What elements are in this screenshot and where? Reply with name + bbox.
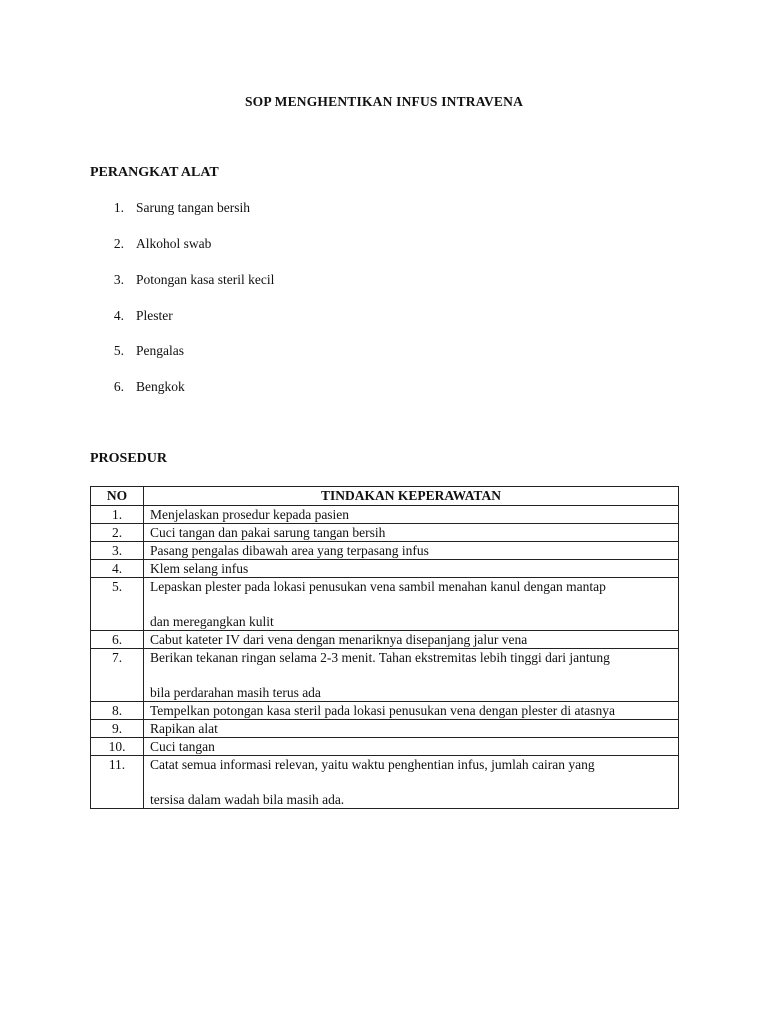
step-number: 11. — [91, 756, 144, 809]
step-action — [144, 649, 679, 702]
step-number: 1. — [91, 506, 144, 524]
step-text: Tempelkan potongan kasa steril pada lokasi penusukan vena dengan plester di atasnya — [150, 703, 616, 718]
step-number: 7. — [91, 649, 144, 702]
step-action — [144, 542, 679, 560]
step-number: 6. — [91, 631, 144, 649]
step-action — [144, 756, 679, 809]
step-action — [144, 560, 679, 578]
table-row — [91, 506, 679, 524]
step-number: 5. — [91, 578, 144, 631]
step-text: Lepaskan plester pada lokasi penusukan vena sambil menahan kanul dengan mantap — [150, 579, 606, 594]
step-action — [144, 506, 679, 524]
list-item-text: Alkohol swab — [136, 236, 212, 251]
step-action — [144, 702, 679, 720]
step-text-continued: dan meregangkan kulit — [150, 614, 274, 629]
step-action — [144, 578, 679, 631]
step-text: Berikan tekanan ringan selama 2-3 menit. Tahan ekstremitas lebih tinggi dari jantung — [150, 650, 610, 665]
list-item-text: Potongan kasa steril kecil — [136, 272, 275, 287]
list-item-number: 3. — [113, 272, 124, 287]
table-header-row — [91, 487, 679, 506]
step-action — [144, 631, 679, 649]
list-item-number: 1. — [113, 200, 124, 215]
step-text: Cuci tangan — [150, 739, 215, 754]
step-action — [144, 524, 679, 542]
step-text-continued: bila perdarahan masih terus ada — [150, 685, 321, 700]
list-item-number: 4. — [113, 308, 124, 323]
table-row — [91, 542, 679, 560]
list-item-text: Bengkok — [136, 379, 185, 394]
list-item-number: 2. — [113, 236, 124, 251]
step-text: Cabut kateter IV dari vena dengan menariknya disepanjang jalur vena — [150, 632, 528, 647]
step-text: Menjelaskan prosedur kepada pasien — [150, 507, 350, 522]
step-number: 9. — [91, 720, 144, 738]
table-row — [91, 649, 679, 702]
table-row — [91, 631, 679, 649]
table-row — [91, 756, 679, 809]
step-action — [144, 738, 679, 756]
page-title: SOP MENGHENTIKAN INFUS INTRAVENA — [244, 94, 524, 109]
step-text: Catat semua informasi relevan, yaitu waktu penghentian infus, jumlah cairan yang — [150, 757, 595, 772]
table-row — [91, 524, 679, 542]
step-action — [144, 720, 679, 738]
list-item-number: 5. — [113, 343, 124, 358]
list-item-text: Pengalas — [136, 343, 184, 358]
step-text: Klem selang infus — [150, 561, 249, 576]
table-row — [91, 720, 679, 738]
column-header-no: NO — [91, 487, 144, 506]
step-text: Cuci tangan dan pakai sarung tangan bersih — [150, 525, 386, 540]
step-number: 2. — [91, 524, 144, 542]
list-item-text: Plester — [136, 308, 173, 323]
table-row — [91, 738, 679, 756]
table-row — [91, 578, 679, 631]
step-text: Rapikan alat — [150, 721, 218, 736]
step-number: 10. — [91, 738, 144, 756]
procedure-heading: PROSEDUR — [90, 451, 168, 466]
list-item-number: 6. — [113, 379, 124, 394]
step-number: 8. — [91, 702, 144, 720]
step-text: Pasang pengalas dibawah area yang terpasang infus — [150, 543, 429, 558]
list-item-text: Sarung tangan bersih — [136, 200, 250, 215]
tools-heading: PERANGKAT ALAT — [90, 165, 219, 180]
step-text-continued: tersisa dalam wadah bila masih ada. — [150, 792, 345, 807]
step-number: 3. — [91, 542, 144, 560]
step-number: 4. — [91, 560, 144, 578]
table-row — [91, 560, 679, 578]
column-header-action: TINDAKAN KEPERAWATAN — [144, 487, 679, 506]
procedure-table — [90, 486, 679, 809]
table-row — [91, 702, 679, 720]
